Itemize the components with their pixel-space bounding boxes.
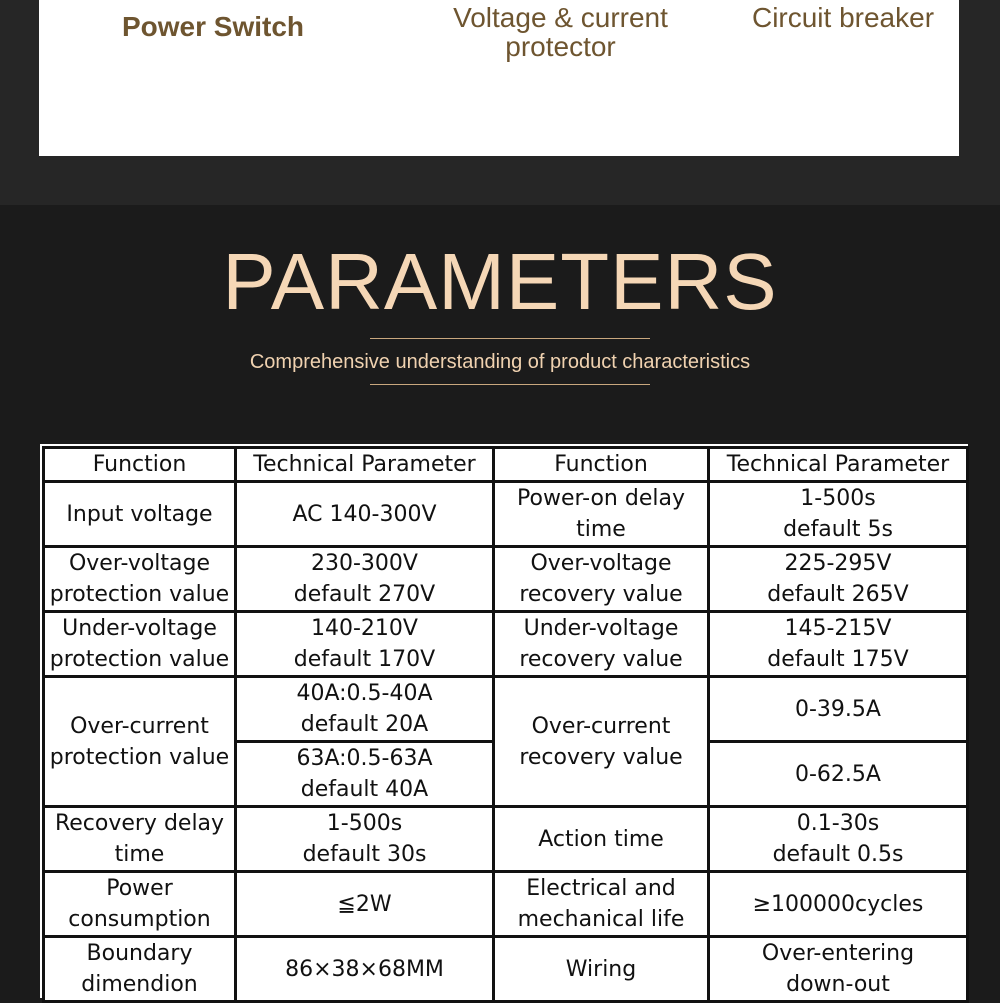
function-cell: Under-voltage recovery value (494, 612, 709, 677)
header-function-2: Function (494, 448, 709, 482)
parameter-cell: 225-295V default 265V (709, 547, 968, 612)
parameter-cell: 0.1-30s default 0.5s (709, 807, 968, 872)
function-cell: Over-voltage protection value (44, 547, 236, 612)
section-title: PARAMETERS (222, 237, 778, 326)
function-cell: Wiring (494, 937, 709, 1002)
function-cell: Over-current recovery value (494, 677, 709, 807)
function-cell: Over-voltage recovery value (494, 547, 709, 612)
section-subtitle: Comprehensive understanding of product characteristics (249, 351, 751, 373)
parameters-table (42, 446, 969, 1003)
function-cell: Power consumption (44, 872, 236, 937)
power-switch-label: Power Switch (121, 11, 305, 42)
table-header-row (44, 448, 968, 482)
table-row (44, 937, 968, 1002)
parameter-cell: Over-entering down-out (709, 937, 968, 1002)
header-parameter-2: Technical Parameter (709, 448, 968, 482)
circuit-breaker-label: Circuit breaker (751, 2, 935, 33)
title-divider-top (370, 338, 650, 339)
header-function-1: Function (44, 448, 236, 482)
parameter-cell: ≥100000cycles (709, 872, 968, 937)
function-cell: Power-on delay time (494, 482, 709, 547)
table-row (44, 677, 968, 742)
parameter-cell: 63A:0.5-63A default 40A (236, 742, 494, 807)
table-row (44, 807, 968, 872)
function-cell: Boundary dimendion (44, 937, 236, 1002)
header-parameter-1: Technical Parameter (236, 448, 494, 482)
table-row (44, 482, 968, 547)
table-row (44, 872, 968, 937)
function-cell: Over-current protection value (44, 677, 236, 807)
function-cell: Recovery delay time (44, 807, 236, 872)
table-row (44, 612, 968, 677)
function-cell: Electrical and mechanical life (494, 872, 709, 937)
title-divider-bottom (370, 384, 650, 385)
parameter-cell: 145-215V default 175V (709, 612, 968, 677)
parameter-cell: 40A:0.5-40A default 20A (236, 677, 494, 742)
parameters-table-frame (40, 444, 968, 998)
parameter-cell: AC 140-300V (236, 482, 494, 547)
parameter-cell: 86×38×68MM (236, 937, 494, 1002)
parameter-cell: 1-500s default 30s (236, 807, 494, 872)
parameter-cell: ≦2W (236, 872, 494, 937)
function-cell: Input voltage (44, 482, 236, 547)
parameter-cell: 230-300V default 270V (236, 547, 494, 612)
function-cell: Under-voltage protection value (44, 612, 236, 677)
function-cell: Action time (494, 807, 709, 872)
parameter-cell: 0-39.5A (709, 677, 968, 742)
parameter-cell: 0-62.5A (709, 742, 968, 807)
parameter-cell: 140-210V default 170V (236, 612, 494, 677)
voltage-current-protector-label: Voltage & current protector (453, 2, 668, 62)
table-row (44, 547, 968, 612)
parameter-cell: 1-500s default 5s (709, 482, 968, 547)
